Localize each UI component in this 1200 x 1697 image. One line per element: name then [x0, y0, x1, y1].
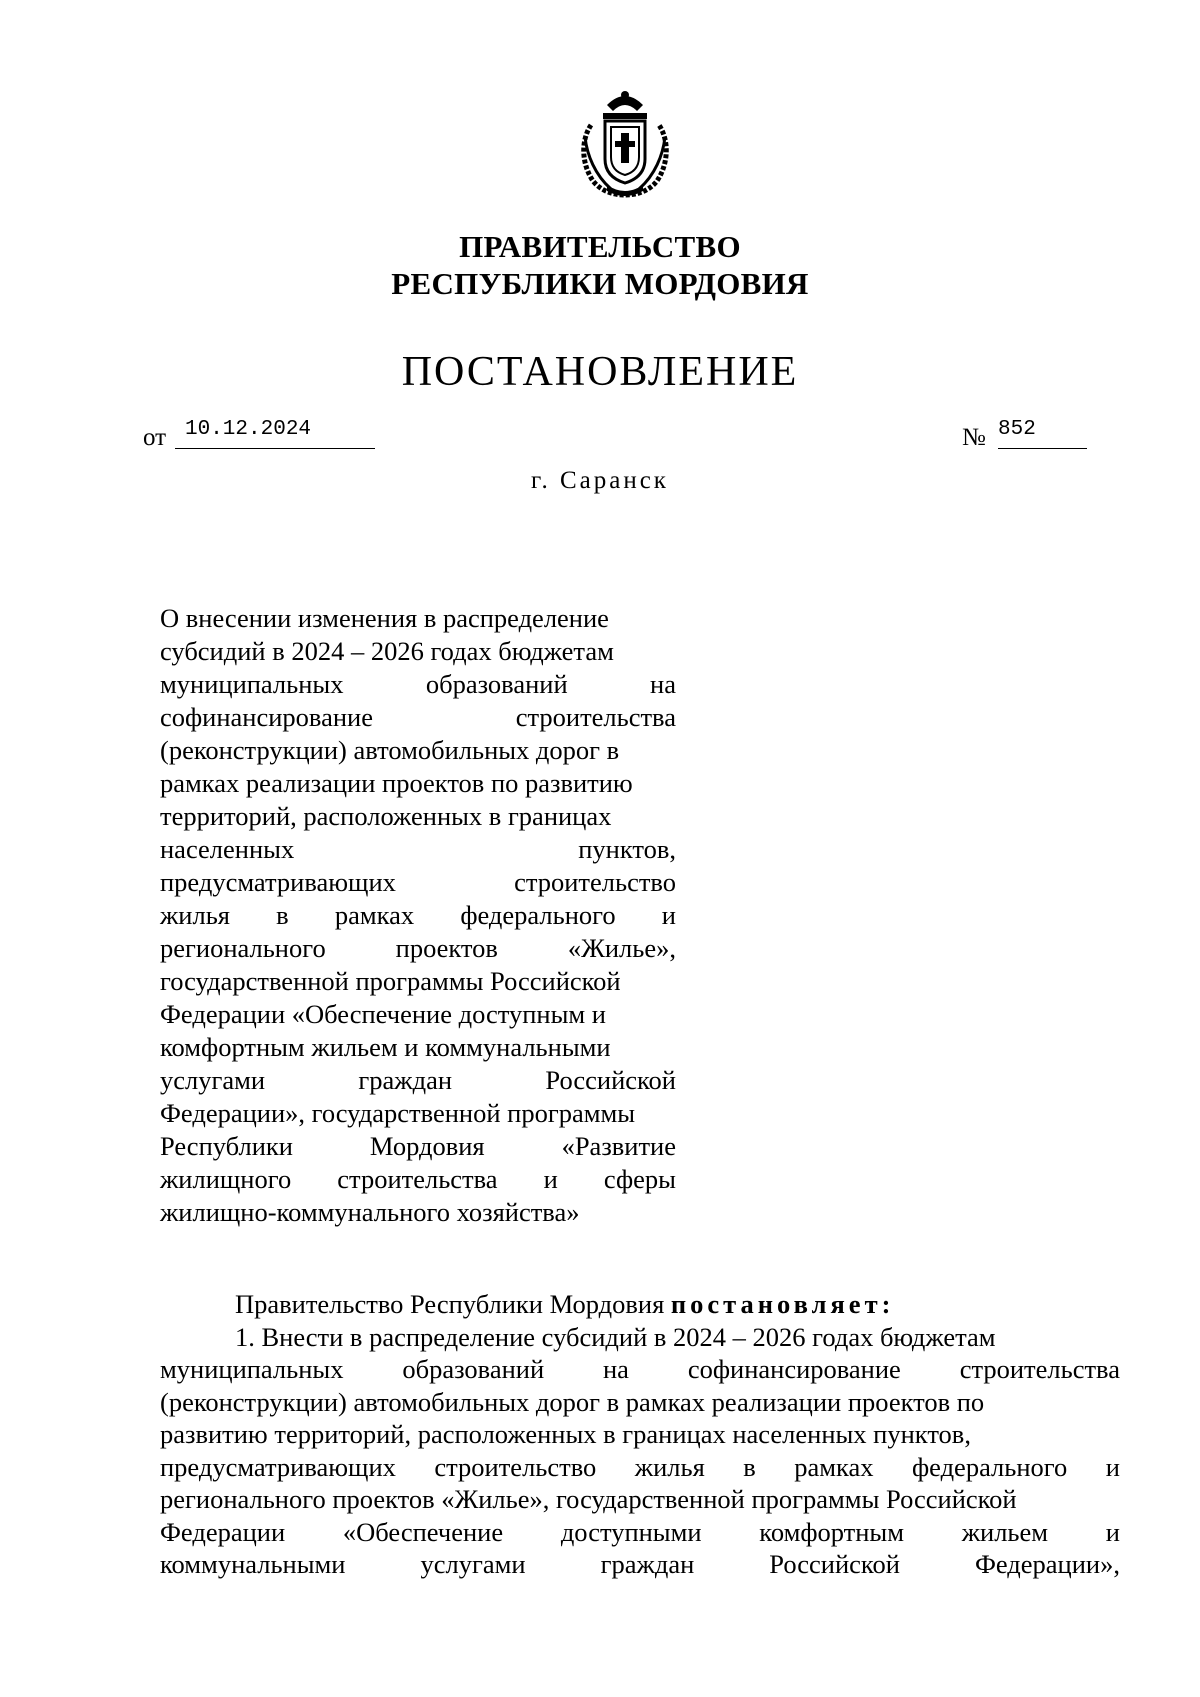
subject-word: территорий, расположенных в границах: [160, 801, 612, 831]
document-number: [962, 418, 1132, 454]
subject-word: строительства: [515, 702, 676, 732]
item1-word: федерального: [911, 1451, 1068, 1482]
subject-word: рамках реализации проектов по развитию: [160, 768, 633, 798]
item1-word: (реконструкции) автомобильных дорог в рамках реализации проектов по: [160, 1386, 985, 1417]
item1-word: софинансирование: [687, 1354, 901, 1384]
subject-word: регионального: [160, 933, 326, 963]
number-prefix: №: [962, 424, 986, 451]
document-subject: [160, 602, 676, 1229]
item1-word: доступными: [560, 1516, 702, 1547]
subject-line: [160, 1196, 676, 1229]
date-prefix: от: [143, 424, 167, 451]
subject-line: [160, 602, 676, 635]
subject-word: «Развитие: [561, 1131, 676, 1161]
item1-word: муниципальных: [160, 1354, 344, 1384]
item1-line: [160, 1516, 1120, 1549]
date-underline: [175, 448, 375, 449]
subject-word: услугами: [160, 1065, 266, 1095]
subject-word: пунктов,: [578, 834, 676, 864]
subject-word: рамках: [334, 900, 415, 930]
subject-word: федерального: [460, 900, 616, 930]
item1-line: [160, 1418, 1120, 1451]
subject-line: [160, 899, 676, 932]
number-underline: [998, 448, 1087, 449]
subject-word: Федерации «Обеспечение доступным и: [160, 999, 606, 1029]
subject-word: предусматривающих: [160, 867, 396, 897]
subject-line: [160, 668, 676, 701]
item1-word: регионального проектов «Жилье», государственной программы Российской: [160, 1484, 1017, 1514]
item1-word: предусматривающих: [160, 1451, 396, 1482]
subject-word: «Жилье»,: [567, 933, 676, 963]
subject-line: [160, 866, 676, 899]
intro-text: Правительство Республики Мордовия: [235, 1289, 665, 1319]
subject-word: проектов: [395, 933, 498, 963]
subject-word: государственной программы Российской: [160, 966, 621, 996]
item1-word: «Обеспечение: [342, 1516, 504, 1547]
subject-line: [160, 635, 676, 668]
subject-line: [160, 1031, 676, 1064]
subject-word: Мордовия: [369, 1131, 485, 1161]
document-date: [143, 418, 383, 454]
item1-line: [160, 1548, 1120, 1581]
subject-word: и: [661, 900, 676, 930]
subject-word: Федерации», государственной программы: [160, 1098, 636, 1128]
subject-word: софинансирование: [160, 702, 373, 732]
subject-word: (реконструкции) автомобильных дорог в: [160, 735, 620, 765]
government-title-line-1: ПРАВИТЕЛЬСТВО: [459, 229, 741, 264]
item1-word: Российской: [769, 1549, 900, 1579]
subject-word: в: [276, 900, 289, 930]
document-body: [160, 1288, 1120, 1581]
item1-word: и: [1105, 1516, 1120, 1547]
subject-word: жилья: [160, 900, 230, 930]
item1-word: развитию территорий, расположенных в границах населенных пунктов,: [160, 1419, 971, 1449]
item1-word: жилья: [634, 1451, 705, 1482]
item1-line: [160, 1321, 1120, 1354]
subject-word: населенных: [160, 834, 295, 864]
intro-line: [160, 1288, 1120, 1321]
item1-word: и: [1105, 1451, 1120, 1482]
number-value: 852: [998, 418, 1036, 441]
item1-word: коммунальными: [160, 1549, 346, 1579]
subject-word: Республики: [160, 1131, 293, 1161]
subject-word: жилищного: [160, 1164, 292, 1194]
subject-word: сферы: [603, 1164, 676, 1194]
subject-line: [160, 1130, 676, 1163]
item1-word: в: [743, 1451, 756, 1482]
subject-word: Российской: [545, 1065, 676, 1095]
item1-word: Федерации: [160, 1516, 286, 1547]
item1-word: услугами: [420, 1549, 526, 1579]
subject-line: [160, 1064, 676, 1097]
item1-word: строительства: [959, 1354, 1120, 1384]
subject-word: О внесении изменения в распределение: [160, 603, 609, 633]
item1-word: рамках: [794, 1451, 874, 1482]
subject-line: [160, 833, 676, 866]
item1-word: жильем: [961, 1516, 1049, 1547]
item1-word: комфортным: [759, 1516, 904, 1547]
item1-word: Федерации»,: [974, 1549, 1120, 1579]
item1-word: образований: [402, 1354, 545, 1384]
subject-line: [160, 734, 676, 767]
subject-word: на: [650, 669, 676, 699]
item1-line: [160, 1353, 1120, 1386]
subject-line: [160, 932, 676, 965]
subject-word: образований: [425, 669, 568, 699]
subject-line: [160, 1097, 676, 1130]
subject-word: граждан: [358, 1065, 453, 1095]
coat-of-arms-icon: [577, 85, 673, 201]
item1-line: [160, 1483, 1120, 1516]
subject-line: [160, 767, 676, 800]
subject-word: комфортным жильем и коммунальными: [160, 1032, 611, 1062]
item1-word: 1. Внести в распределение субсидий в 2024 – 2026 годах бюджетам: [235, 1321, 996, 1352]
subject-word: жилищно-коммунального хозяйства»: [160, 1197, 580, 1227]
subject-line: [160, 1163, 676, 1196]
subject-word: субсидий в 2024 – 2026 годах бюджетам: [160, 636, 614, 666]
subject-word: и: [543, 1164, 558, 1194]
document-type: ПОСТАНОВЛЕНИЕ: [401, 349, 799, 395]
subject-line: [160, 998, 676, 1031]
intro-bold-verb: постановляет:: [670, 1289, 895, 1319]
subject-line: [160, 701, 676, 734]
item1-word: на: [603, 1354, 629, 1384]
subject-word: строительство: [514, 867, 676, 897]
date-value: 10.12.2024: [185, 418, 312, 441]
item1-word: граждан: [600, 1549, 695, 1579]
item1-line: [160, 1451, 1120, 1484]
item1-line: [160, 1386, 1120, 1419]
item1-word: строительство: [434, 1451, 597, 1482]
subject-word: строительства: [337, 1164, 498, 1194]
subject-word: муниципальных: [160, 669, 344, 699]
government-title: [0, 228, 1200, 302]
city: г. Саранск: [531, 467, 669, 494]
subject-line: [160, 965, 676, 998]
government-title-line-2: РЕСПУБЛИКИ МОРДОВИЯ: [391, 266, 809, 301]
subject-line: [160, 800, 676, 833]
